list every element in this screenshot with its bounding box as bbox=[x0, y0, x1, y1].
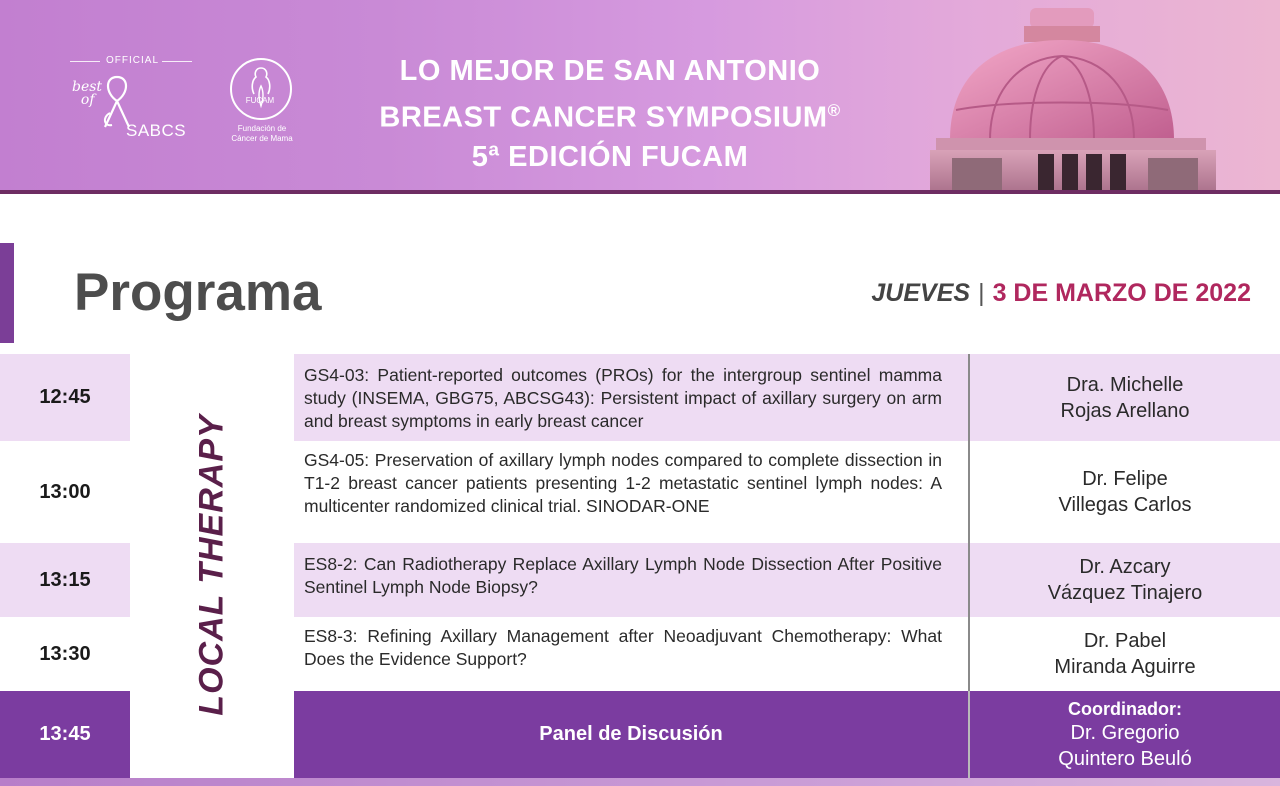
program-date bbox=[871, 279, 1251, 308]
speaker-line2: Villegas Carlos bbox=[1058, 494, 1192, 516]
coordinator-label: Coordinador: bbox=[1068, 698, 1182, 719]
best-text: best bbox=[72, 79, 103, 95]
session-speaker bbox=[968, 354, 1280, 441]
session-time: 13:15 bbox=[0, 543, 130, 617]
speaker-line1: Dra. Michelle bbox=[1066, 373, 1184, 396]
sabcs-wordmark: SABCS bbox=[126, 121, 187, 140]
theme-label: LOCAL THERAPY bbox=[192, 414, 231, 716]
session-time: 13:00 bbox=[0, 441, 130, 543]
footer-strip bbox=[0, 778, 1280, 786]
accent-bar bbox=[0, 243, 14, 343]
registered-mark: ® bbox=[827, 101, 841, 120]
speaker-line2: Rojas Arellano bbox=[1060, 399, 1190, 422]
fucam-name-line1: Fundación de bbox=[237, 124, 287, 133]
session-speaker bbox=[968, 543, 1280, 617]
session-talk: GS4-05: Preservation of axillary lymph nodes compared to complete dissection in T1-2 breast cancer patients presenting 1-2 metastatic sentinel lymph nodes: A multicenter randomized clinical trial. SINODAR-ONE bbox=[294, 441, 968, 543]
fucam-emblem bbox=[230, 58, 292, 120]
speaker-line1: Dr. Azcary bbox=[1079, 556, 1171, 578]
page-title: Programa bbox=[74, 263, 322, 322]
divider bbox=[70, 61, 100, 62]
official-label: OFFICIAL bbox=[106, 55, 160, 66]
fucam-logo bbox=[222, 58, 304, 148]
panel-coordinator bbox=[968, 691, 1280, 778]
program-date-value: 3 DE MARZO DE 2022 bbox=[992, 279, 1251, 307]
date-separator: | bbox=[978, 279, 985, 307]
divider bbox=[162, 61, 192, 62]
panel-title: Panel de Discusión bbox=[294, 691, 968, 778]
fucam-name bbox=[222, 124, 302, 144]
session-talk: GS4-03: Patient-reported outcomes (PROs) for the intergroup sentinel mamma study (INSEMA, GBG75, ABCSG43): Persistent impact of axillary surgery on arm and breast symptoms in early breast cancer bbox=[294, 354, 968, 441]
sabcs-logo bbox=[70, 55, 200, 145]
best-of-label bbox=[72, 81, 102, 107]
of-text: of bbox=[80, 92, 95, 108]
speaker-line1: Dr. Felipe bbox=[1082, 468, 1168, 490]
event-title-line1: LO MEJOR DE SAN ANTONIO bbox=[399, 55, 821, 87]
panel-time: 13:45 bbox=[0, 691, 130, 778]
fucam-name-line2: Cáncer de Mama bbox=[231, 134, 293, 143]
fucam-mark: FUCAM bbox=[245, 96, 275, 105]
session-time: 13:30 bbox=[0, 617, 130, 691]
event-title-line3: 5ª EDICIÓN FUCAM bbox=[471, 140, 749, 173]
program-day: JUEVES bbox=[871, 279, 971, 307]
speaker-line2: Miranda Aguirre bbox=[1054, 656, 1196, 678]
event-title bbox=[330, 52, 890, 177]
session-talk: ES8-2: Can Radiotherapy Replace Axillary Lymph Node Dissection After Positive Sentinel Lymph Node Biopsy? bbox=[294, 543, 968, 617]
coordinator-line1: Dr. Gregorio bbox=[1070, 721, 1180, 744]
event-title-line2-wrap bbox=[330, 91, 890, 138]
session-speaker bbox=[968, 617, 1280, 691]
session-speaker bbox=[968, 441, 1280, 543]
session-talk: ES8-3: Refining Axillary Management after Neoadjuvant Chemotherapy: What Does the Evidence Support? bbox=[294, 617, 968, 691]
coordinator-line2: Quintero Beuló bbox=[1058, 747, 1192, 770]
speaker-line1: Dr. Pabel bbox=[1083, 630, 1167, 652]
event-title-line2: BREAST CANCER SYMPOSIUM bbox=[379, 101, 828, 134]
speaker-line2: Vázquez Tinajero bbox=[1047, 582, 1203, 604]
figure-icon bbox=[232, 60, 290, 118]
session-time: 12:45 bbox=[0, 354, 130, 441]
header-banner bbox=[0, 0, 1280, 194]
monument-dome-image bbox=[930, 0, 1230, 194]
official-row bbox=[70, 55, 192, 69]
